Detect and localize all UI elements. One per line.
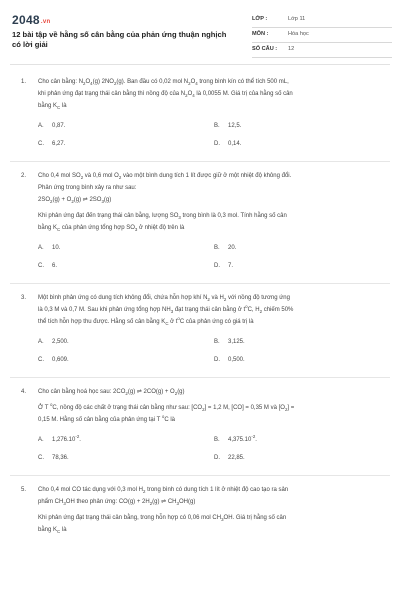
header	[0, 0, 400, 62]
question-line: bằng $K_C$ của phản ứng tổng hợp $SO_3$ ở nhiệt độ trên là	[38, 225, 185, 233]
question-divider	[10, 283, 390, 284]
question-line: Cho cân bằng: $N_2O_4(g)$ $2NO_2(g)$. Ban đầu có 0,02 mol $N_2O_4$ trong bình kín có thể tích 500 mL,	[38, 79, 289, 87]
option-d[interactable]	[214, 452, 374, 464]
option-b[interactable]	[214, 336, 374, 348]
option-letter: B.	[214, 437, 220, 443]
option-letter: D.	[214, 357, 220, 363]
question-item	[0, 76, 400, 156]
option-value: 22,85.	[228, 455, 245, 461]
question-divider	[10, 161, 390, 162]
header-divider	[10, 64, 390, 65]
question-line: Cho 0,4 mol $SO_2$ và 0,6 mol $O_2$ vào một bình dung tích 1 lít được giữ ở một nhiệt độ không đổi.	[38, 173, 292, 181]
option-value: $4,375.10^{-2}$.	[228, 434, 257, 443]
question-line: Cho 0,4 mol CO tác dụng với 0,3 mol $H_2$ trong bình có dung tích 1 lít ở nhiệt độ cao tạo ra sản	[38, 487, 289, 495]
meta-label: SỐ CÂU :	[252, 46, 278, 52]
option-value: 12,5.	[228, 123, 242, 129]
option-letter: C.	[38, 357, 44, 363]
option-value: 0,609.	[52, 357, 69, 363]
option-value: 0,14.	[228, 141, 242, 147]
question-number: 5.	[21, 487, 27, 493]
meta-value: Hóa học	[288, 31, 309, 37]
meta-value: 12	[288, 46, 295, 52]
option-letter: B.	[214, 339, 220, 345]
question-line: bằng $K_C$ là	[38, 103, 67, 111]
question-text	[38, 292, 384, 328]
question-item	[0, 292, 400, 372]
question-line: Khi phản ứng đạt đến trạng thái cân bằng, lượng $SO_3$ trong bình là 0,3 mol. Tính hằng số cân	[38, 213, 287, 221]
option-value: $1,276.10^{-2}$.	[52, 434, 81, 443]
option-a[interactable]	[38, 242, 198, 254]
question-line: bằng $K_C$ là	[38, 527, 67, 535]
question-text	[38, 170, 384, 234]
option-value: 20.	[228, 245, 237, 251]
question-number: 1.	[21, 79, 27, 85]
question-number: 3.	[21, 295, 27, 301]
option-value: 3,125.	[228, 339, 245, 345]
question-number: 4.	[21, 389, 27, 395]
option-letter: B.	[214, 123, 220, 129]
option-value: 7.	[228, 263, 234, 269]
answer-options	[38, 240, 384, 278]
answer-options	[38, 432, 384, 470]
option-value: 6,27.	[52, 141, 66, 147]
option-d[interactable]	[214, 260, 374, 272]
option-letter: C.	[38, 455, 44, 461]
option-b[interactable]	[214, 120, 374, 132]
meta-row-subject	[252, 28, 392, 43]
option-letter: A.	[38, 123, 44, 129]
option-letter: A.	[38, 245, 44, 251]
option-c[interactable]	[38, 452, 198, 464]
question-list	[0, 76, 400, 536]
option-letter: C.	[38, 263, 44, 269]
meta-label: LỚP :	[252, 16, 268, 22]
question-line: Một bình phản ứng có dung tích không đổi, chứa hỗn hợp khí $N_2$ và $H_2$ với nồng độ tương ứng	[38, 295, 290, 303]
question-line: thể tích hỗn hợp thu được. Hằng số cân bằng $K_C$ ở $t^oC$ của phản ứng có giá trị là	[38, 316, 254, 327]
option-a[interactable]	[38, 336, 198, 348]
question-text	[38, 484, 384, 536]
option-c[interactable]	[38, 260, 198, 272]
option-c[interactable]	[38, 138, 198, 150]
option-a[interactable]	[38, 434, 198, 446]
option-b[interactable]	[214, 434, 374, 446]
option-value: 0,500.	[228, 357, 245, 363]
option-c[interactable]	[38, 354, 198, 366]
question-divider	[10, 475, 390, 476]
question-line: Ở T $^o$C, nồng độ các chất ở trạng thái cân bằng như sau: $[CO_2] = 1,2$ M, [CO] = 0,35 M và $[O_2]$ =	[38, 402, 295, 413]
question-item	[0, 484, 400, 536]
question-text	[38, 386, 384, 426]
site-logo[interactable]: 2048.vn	[12, 13, 51, 27]
answer-options	[38, 334, 384, 372]
option-letter: D.	[214, 455, 220, 461]
document-title: 12 bài tập về hằng số cân bằng của phản ứng thuận nghịch có lời giải	[12, 30, 227, 49]
option-letter: C.	[38, 141, 44, 147]
option-d[interactable]	[214, 138, 374, 150]
option-value: 2,500.	[52, 339, 69, 345]
option-d[interactable]	[214, 354, 374, 366]
option-value: 6.	[52, 263, 58, 269]
question-line: là 0,3 M và 0,7 M. Sau khi phản ứng tổng hợp $NH_3$ đạt trạng thái cân bằng ở $t^oC$, $H_2$ chiếm 50%	[38, 304, 294, 315]
question-line: $2SO_2(g) + O_2(g)$ ⇌ $2SO_3(g)$	[38, 197, 112, 205]
document-meta	[252, 13, 392, 58]
option-value: 78,36.	[52, 455, 69, 461]
question-item	[0, 170, 400, 278]
option-letter: D.	[214, 141, 220, 147]
question-line: khi phản ứng đạt trạng thái cân bằng thì nồng độ của $N_2O_4$ là 0,0055 M. Giá trị của hằng số cân	[38, 91, 293, 99]
option-value: 0,87.	[52, 123, 66, 129]
question-line: Phản ứng trong bình xảy ra như sau:	[38, 185, 137, 191]
option-value: 10.	[52, 245, 61, 251]
question-line: 0,15 M. Hằng số cân bằng của phản ứng tại T $^o$C là	[38, 414, 176, 423]
option-a[interactable]	[38, 120, 198, 132]
meta-row-class	[252, 13, 392, 28]
answer-options	[38, 118, 384, 156]
question-number: 2.	[21, 173, 27, 179]
question-divider	[10, 377, 390, 378]
meta-row-count	[252, 43, 392, 58]
option-letter: A.	[38, 339, 44, 345]
question-line: phẩm $CH_3OH$ theo phản ứng: $CO(g) + 2H_2(g)$ ⇌ $CH_3OH(g)$	[38, 499, 196, 507]
option-letter: A.	[38, 437, 44, 443]
meta-label: MÔN :	[252, 31, 269, 37]
question-text	[38, 76, 384, 112]
option-letter: D.	[214, 263, 220, 269]
option-b[interactable]	[214, 242, 374, 254]
meta-value: Lớp 11	[288, 16, 306, 22]
question-line: Cho cân bằng hoá học sau: $2CO_2(g)$ ⇌ $2CO(g) + O_2(g)$	[38, 389, 185, 397]
question-item	[0, 386, 400, 470]
question-line: Khi phản ứng đạt trạng thái cân bằng, trong hỗn hợp có 0,06 mol $CH_3OH$. Giá trị hằng số cân	[38, 515, 287, 523]
option-letter: B.	[214, 245, 220, 251]
